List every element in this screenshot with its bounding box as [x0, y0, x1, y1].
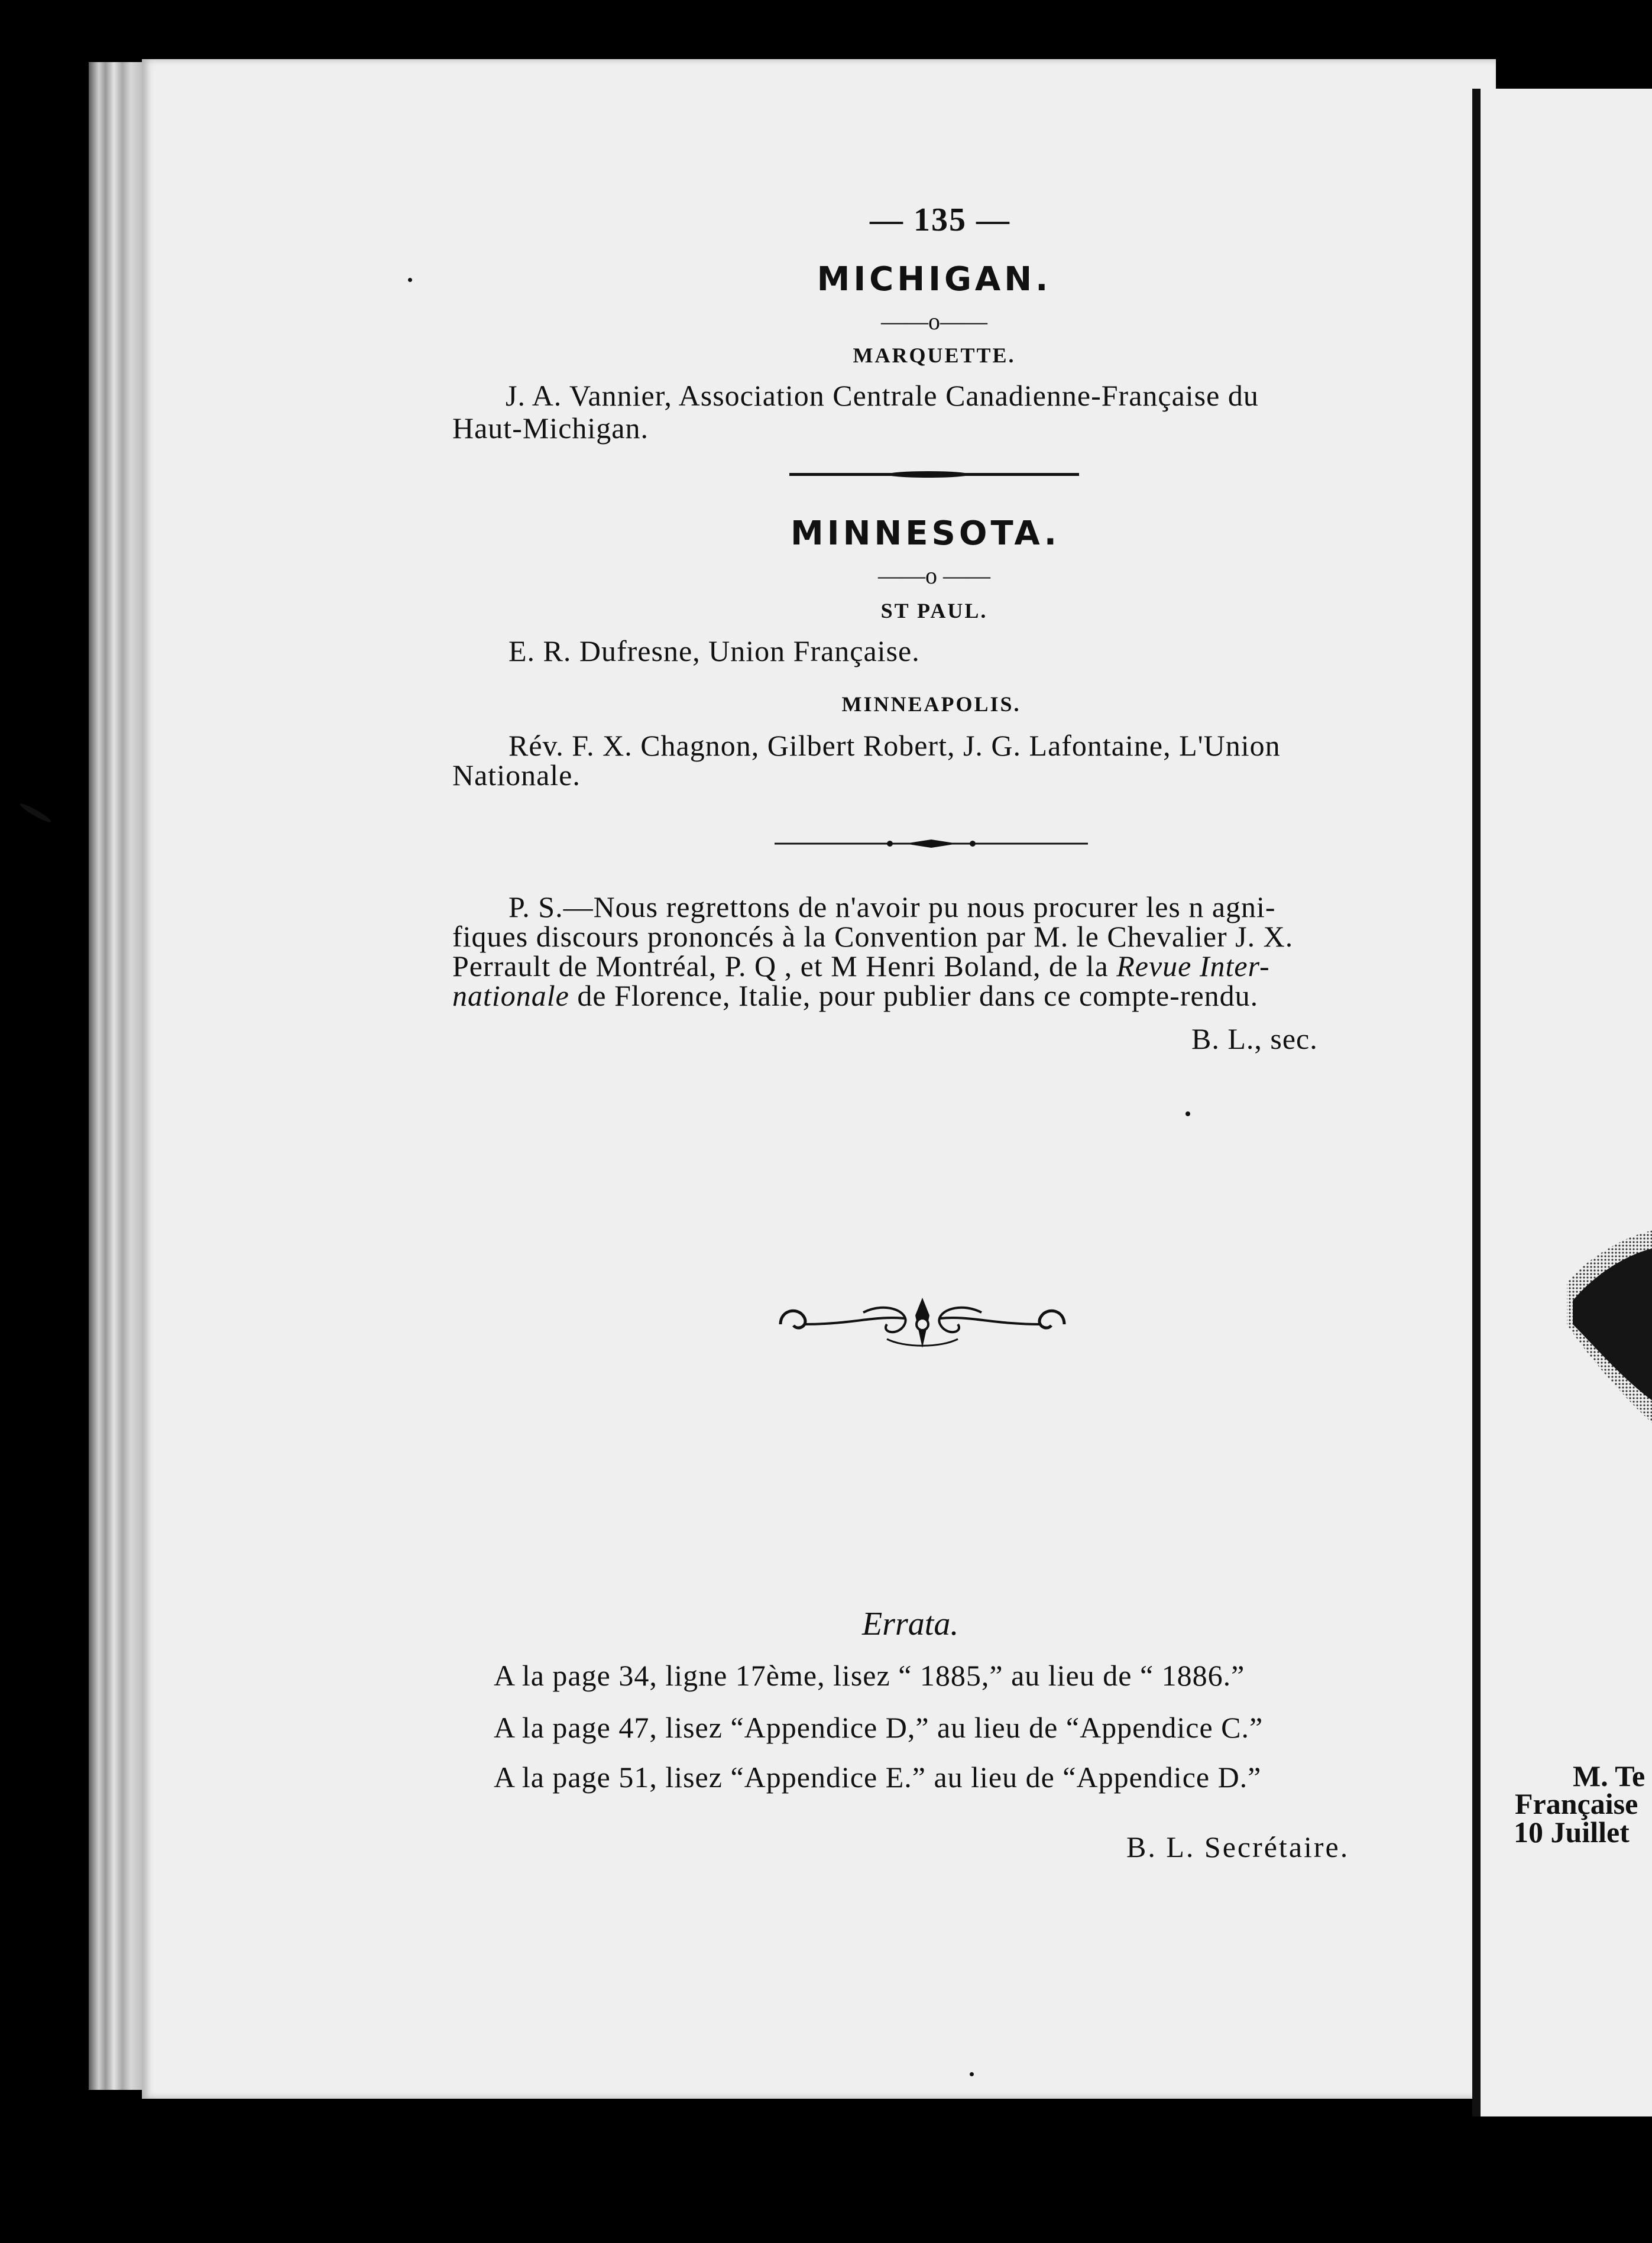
scan-speck — [970, 2072, 974, 2076]
scan-speck — [1185, 1111, 1190, 1116]
st-paul-entry: E. R. Dufresne, Union Française. — [508, 634, 920, 667]
minneapolis-city-label: MINNEAPOLIS. — [841, 692, 1021, 716]
page-number: — 135 — — [870, 202, 1010, 238]
minneapolis-entry-line1: Rév. F. X. Chagnon, Gilbert Robert, J. G. Lafontaine, L'Union — [508, 729, 1281, 762]
postscript-line3-italic: Revue Inter- — [1116, 949, 1270, 983]
michigan-entry-line2: Haut-Michigan. — [452, 411, 649, 445]
postscript-line3-text: Perrault de Montréal, P. Q , et M Henri Boland, de la — [452, 949, 1109, 983]
portrait-engraving-fragment — [1543, 1230, 1652, 1513]
postscript-line1: P. S.—Nous regrettons de n'avoir pu nous procurer les n agni- — [508, 890, 1276, 923]
postscript-line4-italic: nationale — [452, 979, 569, 1012]
minnesota-heading: MINNESOTA. — [791, 514, 1060, 553]
postscript-signature: B. L., sec. — [1191, 1022, 1318, 1055]
scan-artifact-left — [19, 802, 53, 825]
fleuron-ornament — [769, 1289, 1076, 1360]
postscript-line2: fiques discours prononcés à la Convention par M. le Chevalier J. X. — [452, 920, 1294, 953]
minneapolis-entry-line2: Nationale. — [452, 759, 581, 792]
errata-signature: B. L. Secrétaire. — [1126, 1830, 1350, 1863]
michigan-separator: ——o—— — [881, 308, 987, 335]
postscript-line4 — [452, 978, 1258, 1013]
marquette-city-label: MARQUETTE. — [853, 343, 1016, 367]
facing-caption-line3: 10 Juillet — [1514, 1816, 1630, 1849]
errata-item-1: A la page 34, ligne 17ème, lisez “ 1885,” au lieu de “ 1886.” — [494, 1659, 1245, 1692]
michigan-heading: MICHIGAN. — [817, 260, 1052, 299]
errata-item-2: A la page 47, lisez “Appendice D,” au lieu de “Appendice C.” — [494, 1711, 1264, 1744]
page-stack-edge — [89, 62, 145, 2090]
errata-title: Errata. — [862, 1606, 959, 1642]
section-divider-swell — [887, 471, 970, 478]
st-paul-city-label: ST PAUL. — [880, 599, 988, 623]
michigan-entry-line1: J. A. Vannier, Association Centrale Canadienne-Française du — [506, 379, 1259, 412]
minnesota-separator: ——o —— — [878, 562, 990, 589]
ornamental-divider — [769, 835, 1094, 853]
errata-item-3: A la page 51, lisez “Appendice E.” au lieu de “Appendice D.” — [494, 1761, 1262, 1794]
facing-caption-line2: Française — [1515, 1787, 1638, 1820]
postscript-line4-text: de Florence, Italie, pour publier dans ce compte-rendu. — [577, 979, 1259, 1012]
scan-speck — [408, 278, 412, 282]
facing-caption-line1: M. Te — [1573, 1759, 1645, 1793]
